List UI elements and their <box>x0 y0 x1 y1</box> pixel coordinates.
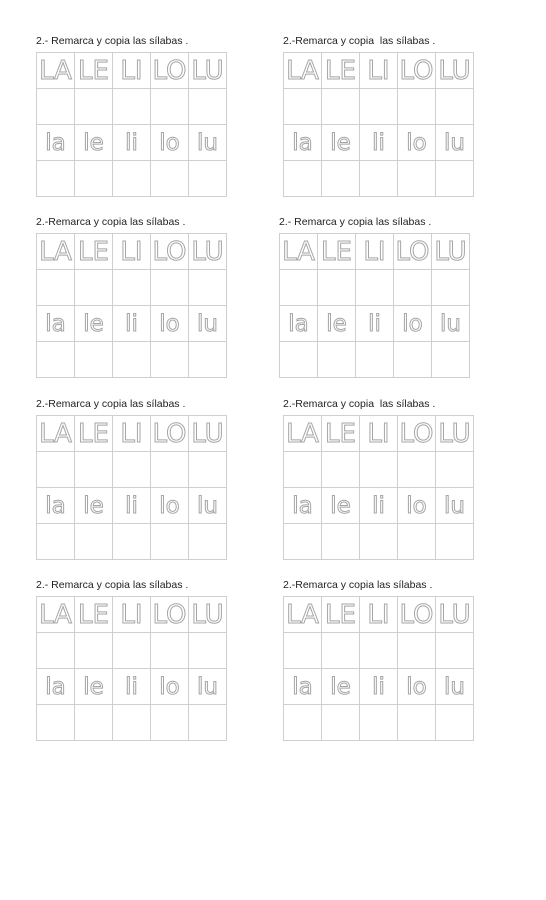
lowercase-syllable-cell <box>113 125 151 161</box>
blank-copy-cell[interactable] <box>436 633 474 669</box>
traceable-syllable: LO <box>399 599 434 630</box>
lowercase-syllable-cell <box>398 488 436 524</box>
lowercase-syllable-cell <box>113 669 151 705</box>
uppercase-syllable-cell <box>360 53 398 89</box>
blank-copy-cell[interactable] <box>360 524 398 560</box>
blank-copy-cell[interactable] <box>37 161 75 197</box>
uppercase-syllable-cell <box>322 597 360 633</box>
blank-copy-cell[interactable] <box>75 633 113 669</box>
lowercase-syllable-cell <box>284 669 322 705</box>
syllable-worksheet <box>36 34 236 197</box>
lowercase-syllable-cell <box>151 488 189 524</box>
traceable-syllable: la <box>292 673 313 700</box>
blank-copy-cell[interactable] <box>37 342 75 378</box>
lowercase-syllable-cell <box>280 306 318 342</box>
uppercase-syllable-cell <box>75 53 113 89</box>
traceable-syllable: la <box>292 492 313 519</box>
blank-copy-cell[interactable] <box>398 452 436 488</box>
blank-copy-cell[interactable] <box>284 452 322 488</box>
blank-copy-cell[interactable] <box>318 342 356 378</box>
uppercase-syllable-cell <box>356 234 394 270</box>
traceable-syllable: lo <box>159 129 180 156</box>
syllable-worksheet <box>36 578 236 741</box>
uppercase-syllable-cell <box>151 53 189 89</box>
traceable-syllable: LA <box>286 55 319 86</box>
blank-copy-cell[interactable] <box>113 161 151 197</box>
traceable-syllable: LA <box>286 599 319 630</box>
blank-copy-cell[interactable] <box>436 452 474 488</box>
traceable-syllable: LU <box>191 418 224 449</box>
blank-copy-cell[interactable] <box>151 705 189 741</box>
lowercase-syllable-cell <box>432 306 470 342</box>
blank-copy-cell[interactable] <box>113 342 151 378</box>
uppercase-syllable-cell <box>322 416 360 452</box>
traceable-syllable: la <box>45 673 66 700</box>
traceable-syllable: LU <box>191 236 224 267</box>
traceable-syllable: la <box>45 492 66 519</box>
lowercase-syllable-cell <box>394 306 432 342</box>
traceable-syllable: LO <box>152 599 187 630</box>
lowercase-syllable-cell <box>436 125 474 161</box>
syllable-grid <box>36 596 227 741</box>
worksheet-instruction: 2.- Remarca y copia las sílabas . <box>36 579 189 591</box>
worksheet-instruction: 2.-Remarca y copia las sílabas . <box>36 216 186 228</box>
traceable-syllable: LI <box>367 55 390 86</box>
traceable-syllable: li <box>125 492 138 519</box>
traceable-syllable: LA <box>39 418 72 449</box>
worksheet-instruction: 2.-Remarca y copia las sílabas . <box>283 35 436 47</box>
blank-copy-cell[interactable] <box>75 89 113 125</box>
uppercase-syllable-cell <box>280 234 318 270</box>
blank-copy-cell[interactable] <box>322 524 360 560</box>
blank-copy-cell[interactable] <box>37 89 75 125</box>
traceable-syllable: lu <box>197 129 218 156</box>
lowercase-syllable-cell <box>189 306 227 342</box>
traceable-syllable: lu <box>197 673 218 700</box>
syllable-worksheet <box>283 578 483 741</box>
lowercase-syllable-cell <box>322 669 360 705</box>
lowercase-syllable-cell <box>356 306 394 342</box>
traceable-syllable: LO <box>399 418 434 449</box>
traceable-syllable: LU <box>438 55 471 86</box>
traceable-syllable: LE <box>78 55 109 86</box>
syllable-grid <box>283 52 474 197</box>
lowercase-syllable-cell <box>398 669 436 705</box>
blank-copy-cell[interactable] <box>189 342 227 378</box>
traceable-syllable: LO <box>152 55 187 86</box>
syllable-worksheet <box>283 34 483 197</box>
lowercase-syllable-cell <box>284 125 322 161</box>
uppercase-syllable-cell <box>189 53 227 89</box>
syllable-grid <box>36 52 227 197</box>
traceable-syllable: lo <box>159 310 180 337</box>
lowercase-syllable-cell <box>318 306 356 342</box>
lowercase-syllable-cell <box>75 125 113 161</box>
uppercase-syllable-cell <box>113 597 151 633</box>
worksheet-instruction: 2.-Remarca y copia las sílabas . <box>36 398 186 410</box>
uppercase-syllable-cell <box>189 416 227 452</box>
blank-copy-cell[interactable] <box>398 633 436 669</box>
uppercase-syllable-cell <box>189 597 227 633</box>
traceable-syllable: li <box>372 492 385 519</box>
traceable-syllable: le <box>83 492 104 519</box>
traceable-syllable: LO <box>395 236 430 267</box>
uppercase-syllable-cell <box>284 53 322 89</box>
blank-copy-cell[interactable] <box>322 705 360 741</box>
lowercase-syllable-cell <box>37 669 75 705</box>
blank-copy-cell[interactable] <box>436 705 474 741</box>
uppercase-syllable-cell <box>113 53 151 89</box>
traceable-syllable: LE <box>78 599 109 630</box>
traceable-syllable: LI <box>120 599 143 630</box>
traceable-syllable: le <box>330 129 351 156</box>
uppercase-syllable-cell <box>37 53 75 89</box>
blank-copy-cell[interactable] <box>189 524 227 560</box>
syllable-worksheet <box>36 397 236 560</box>
traceable-syllable: LA <box>39 599 72 630</box>
uppercase-syllable-cell <box>113 234 151 270</box>
traceable-syllable: le <box>83 129 104 156</box>
syllable-grid <box>279 233 470 378</box>
blank-copy-cell[interactable] <box>398 524 436 560</box>
traceable-syllable: LE <box>325 55 356 86</box>
lowercase-syllable-cell <box>37 125 75 161</box>
traceable-syllable: lu <box>444 129 465 156</box>
traceable-syllable: LU <box>191 55 224 86</box>
lowercase-syllable-cell <box>284 488 322 524</box>
traceable-syllable: lo <box>159 673 180 700</box>
blank-copy-cell[interactable] <box>113 270 151 306</box>
uppercase-syllable-cell <box>432 234 470 270</box>
blank-copy-cell[interactable] <box>322 452 360 488</box>
traceable-syllable: LU <box>434 236 467 267</box>
traceable-syllable: LO <box>152 418 187 449</box>
traceable-syllable: LE <box>325 599 356 630</box>
blank-copy-cell[interactable] <box>151 524 189 560</box>
uppercase-syllable-cell <box>189 234 227 270</box>
traceable-syllable: LI <box>120 236 143 267</box>
traceable-syllable: LO <box>399 55 434 86</box>
traceable-syllable: li <box>125 129 138 156</box>
blank-copy-cell[interactable] <box>432 270 470 306</box>
uppercase-syllable-cell <box>318 234 356 270</box>
traceable-syllable: lo <box>406 492 427 519</box>
uppercase-syllable-cell <box>360 416 398 452</box>
uppercase-syllable-cell <box>75 416 113 452</box>
lowercase-syllable-cell <box>360 125 398 161</box>
lowercase-syllable-cell <box>75 669 113 705</box>
blank-copy-cell[interactable] <box>436 524 474 560</box>
lowercase-syllable-cell <box>113 306 151 342</box>
blank-copy-cell[interactable] <box>360 633 398 669</box>
blank-copy-cell[interactable] <box>37 452 75 488</box>
lowercase-syllable-cell <box>151 125 189 161</box>
blank-copy-cell[interactable] <box>113 452 151 488</box>
traceable-syllable: le <box>330 492 351 519</box>
uppercase-syllable-cell <box>394 234 432 270</box>
blank-copy-cell[interactable] <box>284 524 322 560</box>
traceable-syllable: li <box>368 310 381 337</box>
worksheet-instruction: 2.-Remarca y copia las sílabas . <box>283 579 433 591</box>
blank-copy-cell[interactable] <box>398 89 436 125</box>
blank-copy-cell[interactable] <box>322 161 360 197</box>
blank-copy-cell[interactable] <box>394 270 432 306</box>
blank-copy-cell[interactable] <box>113 89 151 125</box>
syllable-grid <box>283 596 474 741</box>
blank-copy-cell[interactable] <box>280 270 318 306</box>
uppercase-syllable-cell <box>151 234 189 270</box>
uppercase-syllable-cell <box>322 53 360 89</box>
blank-copy-cell[interactable] <box>151 633 189 669</box>
lowercase-syllable-cell <box>151 306 189 342</box>
blank-copy-cell[interactable] <box>75 342 113 378</box>
blank-copy-cell[interactable] <box>284 705 322 741</box>
uppercase-syllable-cell <box>75 597 113 633</box>
lowercase-syllable-cell <box>436 488 474 524</box>
uppercase-syllable-cell <box>436 53 474 89</box>
worksheet-instruction: 2.-Remarca y copia las sílabas . <box>283 398 436 410</box>
uppercase-syllable-cell <box>398 416 436 452</box>
syllable-worksheet <box>279 215 479 378</box>
lowercase-syllable-cell <box>360 488 398 524</box>
blank-copy-cell[interactable] <box>284 161 322 197</box>
lowercase-syllable-cell <box>113 488 151 524</box>
traceable-syllable: li <box>125 310 138 337</box>
traceable-syllable: LI <box>367 599 390 630</box>
traceable-syllable: lo <box>402 310 423 337</box>
syllable-grid <box>36 415 227 560</box>
blank-copy-cell[interactable] <box>189 270 227 306</box>
traceable-syllable: lu <box>444 492 465 519</box>
blank-copy-cell[interactable] <box>356 270 394 306</box>
blank-copy-cell[interactable] <box>436 161 474 197</box>
blank-copy-cell[interactable] <box>394 342 432 378</box>
uppercase-syllable-cell <box>113 416 151 452</box>
uppercase-syllable-cell <box>436 416 474 452</box>
worksheet-instruction: 2.- Remarca y copia las sílabas . <box>279 216 432 228</box>
uppercase-syllable-cell <box>284 416 322 452</box>
traceable-syllable: li <box>125 673 138 700</box>
lowercase-syllable-cell <box>322 488 360 524</box>
uppercase-syllable-cell <box>360 597 398 633</box>
traceable-syllable: lu <box>444 673 465 700</box>
blank-copy-cell[interactable] <box>360 89 398 125</box>
traceable-syllable: le <box>83 310 104 337</box>
blank-copy-cell[interactable] <box>360 161 398 197</box>
blank-copy-cell[interactable] <box>356 342 394 378</box>
traceable-syllable: le <box>326 310 347 337</box>
lowercase-syllable-cell <box>189 125 227 161</box>
blank-copy-cell[interactable] <box>37 524 75 560</box>
syllable-worksheet <box>36 215 236 378</box>
blank-copy-cell[interactable] <box>284 89 322 125</box>
traceable-syllable: LE <box>78 236 109 267</box>
blank-copy-cell[interactable] <box>189 89 227 125</box>
blank-copy-cell[interactable] <box>398 161 436 197</box>
traceable-syllable: LA <box>282 236 315 267</box>
traceable-syllable: la <box>292 129 313 156</box>
traceable-syllable: LA <box>286 418 319 449</box>
traceable-syllable: lu <box>197 310 218 337</box>
blank-copy-cell[interactable] <box>113 524 151 560</box>
lowercase-syllable-cell <box>322 125 360 161</box>
traceable-syllable: LE <box>78 418 109 449</box>
uppercase-syllable-cell <box>151 416 189 452</box>
uppercase-syllable-cell <box>398 597 436 633</box>
blank-copy-cell[interactable] <box>75 161 113 197</box>
blank-copy-cell[interactable] <box>75 705 113 741</box>
blank-copy-cell[interactable] <box>151 161 189 197</box>
syllable-worksheet <box>283 397 483 560</box>
lowercase-syllable-cell <box>436 669 474 705</box>
blank-copy-cell[interactable] <box>318 270 356 306</box>
blank-copy-cell[interactable] <box>37 705 75 741</box>
uppercase-syllable-cell <box>37 234 75 270</box>
blank-copy-cell[interactable] <box>151 342 189 378</box>
blank-copy-cell[interactable] <box>189 161 227 197</box>
traceable-syllable: LA <box>39 55 72 86</box>
blank-copy-cell[interactable] <box>398 705 436 741</box>
traceable-syllable: lo <box>406 129 427 156</box>
uppercase-syllable-cell <box>436 597 474 633</box>
uppercase-syllable-cell <box>75 234 113 270</box>
traceable-syllable: le <box>330 673 351 700</box>
traceable-syllable: LU <box>191 599 224 630</box>
traceable-syllable: LI <box>120 55 143 86</box>
blank-copy-cell[interactable] <box>75 524 113 560</box>
blank-copy-cell[interactable] <box>75 452 113 488</box>
blank-copy-cell[interactable] <box>360 705 398 741</box>
traceable-syllable: LI <box>367 418 390 449</box>
blank-copy-cell[interactable] <box>432 342 470 378</box>
blank-copy-cell[interactable] <box>189 705 227 741</box>
traceable-syllable: lo <box>159 492 180 519</box>
lowercase-syllable-cell <box>151 669 189 705</box>
blank-copy-cell[interactable] <box>322 633 360 669</box>
traceable-syllable: la <box>45 129 66 156</box>
traceable-syllable: LI <box>363 236 386 267</box>
blank-copy-cell[interactable] <box>151 452 189 488</box>
uppercase-syllable-cell <box>398 53 436 89</box>
syllable-grid <box>36 233 227 378</box>
blank-copy-cell[interactable] <box>37 270 75 306</box>
uppercase-syllable-cell <box>284 597 322 633</box>
blank-copy-cell[interactable] <box>151 270 189 306</box>
traceable-syllable: le <box>83 673 104 700</box>
traceable-syllable: la <box>45 310 66 337</box>
blank-copy-cell[interactable] <box>75 270 113 306</box>
traceable-syllable: LO <box>152 236 187 267</box>
lowercase-syllable-cell <box>75 306 113 342</box>
lowercase-syllable-cell <box>37 306 75 342</box>
blank-copy-cell[interactable] <box>360 452 398 488</box>
lowercase-syllable-cell <box>398 125 436 161</box>
blank-copy-cell[interactable] <box>189 633 227 669</box>
traceable-syllable: LU <box>438 418 471 449</box>
lowercase-syllable-cell <box>75 488 113 524</box>
blank-copy-cell[interactable] <box>436 89 474 125</box>
blank-copy-cell[interactable] <box>280 342 318 378</box>
traceable-syllable: LU <box>438 599 471 630</box>
uppercase-syllable-cell <box>37 597 75 633</box>
traceable-syllable: lu <box>440 310 461 337</box>
lowercase-syllable-cell <box>189 488 227 524</box>
blank-copy-cell[interactable] <box>113 633 151 669</box>
blank-copy-cell[interactable] <box>151 89 189 125</box>
blank-copy-cell[interactable] <box>322 89 360 125</box>
blank-copy-cell[interactable] <box>284 633 322 669</box>
traceable-syllable: LE <box>325 418 356 449</box>
traceable-syllable: li <box>372 129 385 156</box>
lowercase-syllable-cell <box>37 488 75 524</box>
uppercase-syllable-cell <box>37 416 75 452</box>
syllable-grid <box>283 415 474 560</box>
blank-copy-cell[interactable] <box>37 633 75 669</box>
worksheet-instruction: 2.- Remarca y copia las sílabas . <box>36 35 189 47</box>
lowercase-syllable-cell <box>189 669 227 705</box>
uppercase-syllable-cell <box>151 597 189 633</box>
traceable-syllable: LI <box>120 418 143 449</box>
traceable-syllable: LA <box>39 236 72 267</box>
blank-copy-cell[interactable] <box>113 705 151 741</box>
blank-copy-cell[interactable] <box>189 452 227 488</box>
lowercase-syllable-cell <box>360 669 398 705</box>
traceable-syllable: lu <box>197 492 218 519</box>
traceable-syllable: li <box>372 673 385 700</box>
traceable-syllable: lo <box>406 673 427 700</box>
traceable-syllable: la <box>288 310 309 337</box>
traceable-syllable: LE <box>321 236 352 267</box>
